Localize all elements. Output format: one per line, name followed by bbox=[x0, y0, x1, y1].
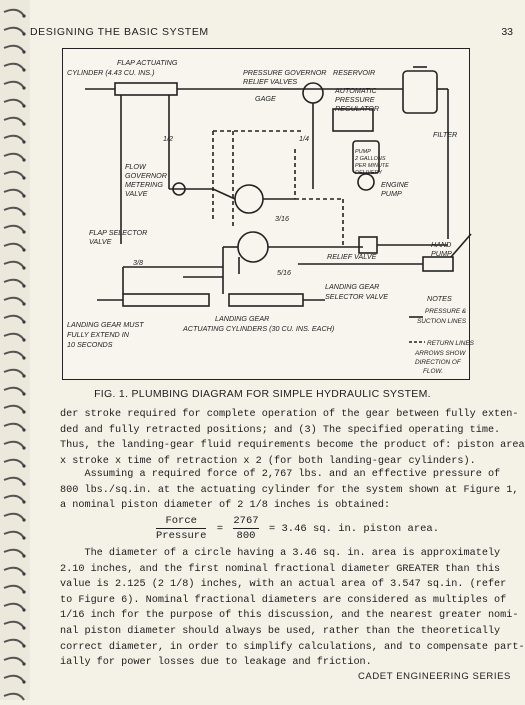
label-landing-cyl-1: LANDING GEAR bbox=[215, 314, 270, 323]
hand-pump bbox=[423, 257, 453, 271]
label-size-5-16: 5/16 bbox=[277, 268, 291, 277]
equation-result: = 3.46 sq. in. piston area. bbox=[268, 522, 440, 535]
label-lg-selector-2: SELECTOR VALVE bbox=[325, 292, 388, 301]
label-landing-must-1: LANDING GEAR MUST bbox=[67, 320, 144, 329]
label-lg-selector-1: LANDING GEAR bbox=[325, 282, 380, 291]
label-notes-pressure-1: PRESSURE & bbox=[425, 308, 467, 315]
text-line: Assuming a required force of 2,767 lbs. and an effective pressure of bbox=[60, 469, 501, 480]
text-line: 800 lbs./sq.in. at the actuating cylinder for the system shown at Figure 1, bbox=[60, 484, 519, 496]
spiral-rings bbox=[0, 0, 30, 700]
label-auto-reg-1: AUTOMATIC bbox=[335, 86, 377, 95]
numerator-value: 2767 bbox=[233, 515, 259, 527]
label-notes-pressure-2: SUCTION LINES bbox=[417, 318, 467, 325]
label-engine-pump-1: ENGINE bbox=[381, 180, 409, 189]
text-line: to Figure 6). Nominal fractional diameters are considered as multiples of bbox=[60, 594, 507, 606]
label-size-1-4: 1/4 bbox=[299, 134, 309, 143]
figure-caption: FIG. 1. PLUMBING DIAGRAM FOR SIMPLE HYDRAULIC SYSTEM. bbox=[94, 388, 431, 400]
flap-cylinder bbox=[115, 83, 177, 95]
text-line: a nominal piston diameter of 2 1/8 inches is obtained: bbox=[60, 500, 391, 512]
label-pump-2: 2 GALLONS bbox=[355, 156, 386, 162]
reservoir-tank bbox=[403, 71, 437, 113]
page-number: 33 bbox=[501, 26, 513, 38]
landing-cylinder-right bbox=[229, 294, 303, 306]
label-notes-return: RETURN LINES bbox=[427, 340, 474, 347]
label-flap-selector-1: FLAP SELECTOR bbox=[89, 228, 148, 237]
label-pump-1: PUMP bbox=[355, 149, 371, 155]
label-pressure-governor-2: RELIEF VALVES bbox=[243, 77, 298, 86]
label-flap-selector-2: VALVE bbox=[89, 237, 112, 246]
label-notes-arrows-3: FLOW. bbox=[423, 368, 443, 375]
label-flap-cylinder-1: FLAP ACTUATING bbox=[117, 58, 178, 67]
label-notes-arrows-2: DIRECTION OF bbox=[415, 359, 461, 366]
series-footer: CADET ENGINEERING SERIES bbox=[357, 671, 511, 682]
text-line: correct diameter, in order to simplify calculations, and to compensate part- bbox=[60, 641, 525, 653]
label-flap-cylinder-2: CYLINDER (4.43 CU. INS.) bbox=[67, 68, 155, 77]
label-pump-3: PER MINUTE bbox=[355, 163, 389, 169]
text-line: 1/16 inch for the purpose of this discussion, and the nearest greater nomi- bbox=[60, 610, 519, 622]
flap-selector-valve bbox=[235, 185, 263, 213]
label-size-1-2: 1/2 bbox=[163, 134, 173, 143]
paragraph-3 bbox=[60, 546, 525, 671]
text-line: x stroke x time of retraction x 2 (for both landing-gear cylinders). bbox=[60, 455, 476, 467]
label-auto-reg-2: PRESSURE bbox=[335, 95, 375, 104]
label-flow-gov-1: FLOW bbox=[125, 162, 146, 171]
text-line: Thus, the landing-gear fluid requirements become the product of: piston area bbox=[60, 440, 525, 452]
text-line: 2.10 inches, and the first nominal fractional diameter GREATER than this bbox=[60, 563, 501, 575]
numerator-force: Force bbox=[156, 514, 206, 529]
label-gage: GAGE bbox=[255, 94, 276, 103]
label-filter: FILTER bbox=[433, 130, 458, 139]
hydraulic-diagram bbox=[62, 48, 474, 380]
label-hand-pump-1: HAND bbox=[431, 240, 452, 249]
label-auto-reg-3: REGULATOR bbox=[335, 104, 380, 113]
relief-valve bbox=[359, 237, 377, 253]
equals-sign: = bbox=[216, 522, 224, 535]
text-line: ially for power losses due to leakage and friction. bbox=[60, 657, 372, 669]
text-line: ded and fully retracted positions; and (3) The specified operating time. bbox=[60, 424, 501, 436]
landing-cylinder-left bbox=[123, 294, 209, 306]
section-title: DESIGNING THE BASIC SYSTEM bbox=[30, 26, 209, 38]
label-pressure-governor-1: PRESSURE GOVERNOR bbox=[243, 68, 327, 77]
label-notes-arrows-1: ARROWS SHOW bbox=[415, 350, 466, 357]
label-flow-gov-4: VALVE bbox=[125, 189, 148, 198]
paragraph-2 bbox=[60, 467, 519, 514]
label-flow-gov-3: METERING bbox=[125, 180, 163, 189]
label-size-3-8: 3/8 bbox=[133, 258, 143, 267]
text-line: The diameter of a circle having a 3.46 sq. in. area is approximately bbox=[60, 548, 501, 559]
denominator-pressure: Pressure bbox=[156, 530, 207, 542]
area-equation bbox=[156, 514, 443, 543]
label-landing-must-2: FULLY EXTEND IN bbox=[67, 330, 129, 339]
label-hand-pump-2: PUMP bbox=[431, 249, 452, 258]
fraction-force-pressure bbox=[156, 514, 206, 543]
denominator-value: 800 bbox=[236, 530, 256, 542]
label-pump-4: DELIVERY bbox=[355, 170, 383, 176]
label-landing-must-3: 10 SECONDS bbox=[67, 340, 113, 349]
fraction-values bbox=[233, 514, 258, 543]
diagram-drawing bbox=[63, 49, 474, 379]
paragraph-1 bbox=[60, 407, 525, 469]
landing-gear-selector-valve bbox=[238, 232, 268, 262]
pressure-gage bbox=[303, 83, 323, 103]
label-size-3-16: 3/16 bbox=[275, 214, 289, 223]
label-reservoir: RESERVOIR bbox=[333, 68, 376, 77]
label-landing-cyl-2: ACTUATING CYLINDERS (30 CU. INS. EACH) bbox=[183, 324, 335, 333]
text-line: value is 2.125 (2 1/8) inches, with an actual area of 3.547 sq.in. (refer bbox=[60, 579, 507, 591]
label-relief-valve: RELIEF VALVE bbox=[327, 252, 377, 261]
label-engine-pump-2: PUMP bbox=[381, 189, 402, 198]
text-line: nal piston diameter should always be used, rather than the theoretically bbox=[60, 625, 501, 637]
label-flow-gov-2: GOVERNOR bbox=[125, 171, 167, 180]
text-line: der stroke required for complete operation of the gear between fully exten- bbox=[60, 409, 519, 420]
label-notes-title: NOTES bbox=[427, 294, 452, 303]
spiral-binding bbox=[0, 0, 30, 700]
